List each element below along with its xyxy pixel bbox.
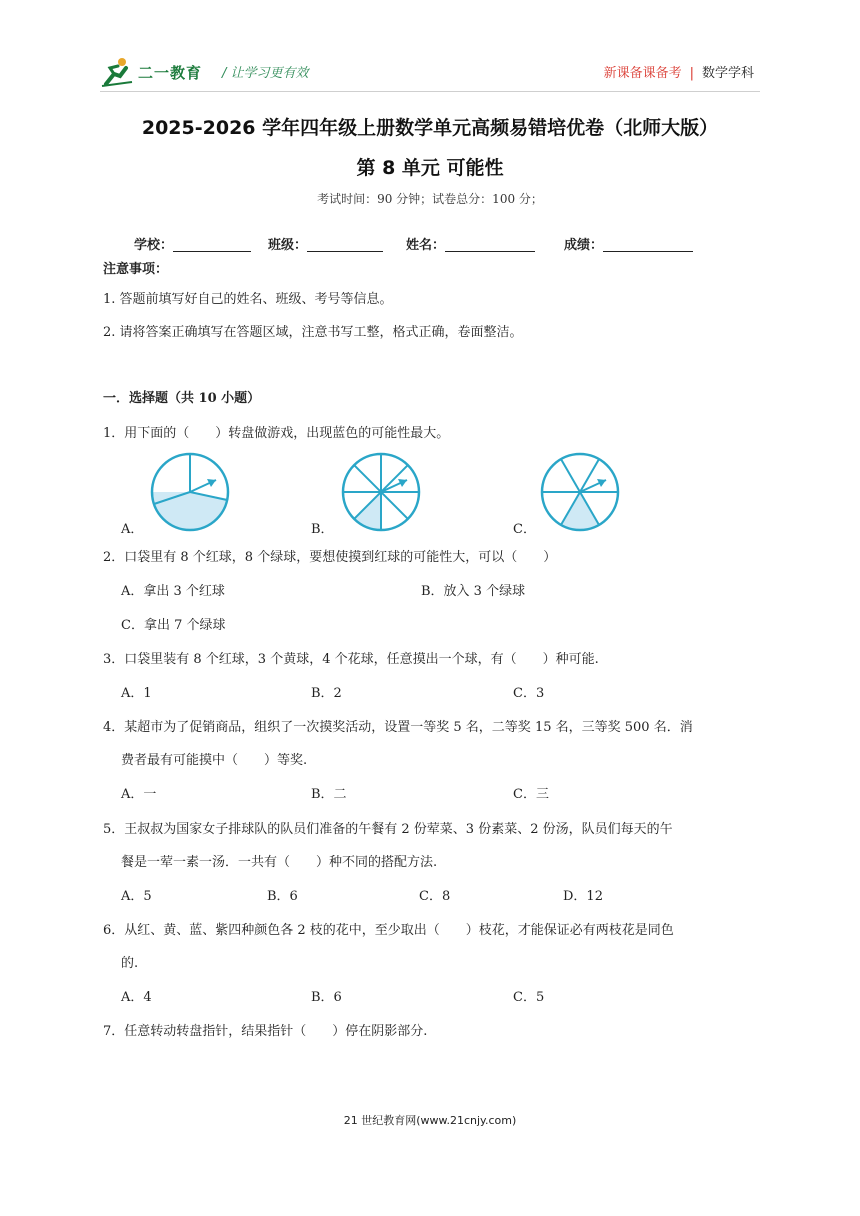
- question-1-stem: 1．用下面的（ ）转盘做游戏，出现蓝色的可能性最大。: [103, 426, 450, 441]
- logo-text: 二一教育: [138, 64, 203, 82]
- q5-option-b[interactable]: B．6: [267, 889, 298, 904]
- exam-info: 考试时间：90 分钟；试卷总分：100 分；: [317, 192, 543, 206]
- question-5-stem-line1: 5．王叔叔为国家女子排球队的队员们准备的午餐有 2 份荤菜、3 份素菜、2 份汤，队员们每天的午: [103, 822, 673, 837]
- page-footer: 21 世纪教育网(www.21cnjy.com): [343, 1114, 517, 1127]
- page-title: 2025-2026 学年四年级上册数学单元高频易错培优卷（北师大版）: [141, 117, 719, 139]
- runner-logo-icon: [100, 56, 134, 88]
- q4-option-a[interactable]: A．一: [121, 787, 157, 802]
- q6-option-a[interactable]: A．4: [121, 990, 152, 1005]
- q1-option-a[interactable]: A．: [121, 522, 144, 537]
- question-4-stem-line1: 4．某超市为了促销商品，组织了一次摸奖活动，设置一等奖 5 名，二等奖 15 名，三等奖 500 名．消: [103, 720, 693, 735]
- question-5-stem-line2: 餐是一荤一素一汤．一共有（ ）种不同的搭配方法.: [121, 855, 438, 870]
- question-6-stem-line2: 的.: [121, 956, 139, 971]
- q4-option-c[interactable]: C．三: [513, 787, 549, 802]
- name-field[interactable]: [406, 234, 535, 253]
- notice-item: 2. 请将答案正确填写在答题区域，注意书写工整，格式正确，卷面整洁。: [103, 325, 523, 340]
- name-blank[interactable]: [445, 237, 535, 252]
- question-7-stem: 7．任意转动转盘指针，结果指针（ ）停在阴影部分.: [103, 1024, 428, 1039]
- school-label: 学校：: [134, 238, 174, 253]
- class-blank[interactable]: [307, 237, 383, 252]
- q4-option-b[interactable]: B．二: [311, 787, 347, 802]
- school-blank[interactable]: [173, 237, 251, 252]
- q6-option-c[interactable]: C．5: [513, 990, 545, 1005]
- spinner-a-icon: [148, 450, 232, 534]
- question-3-stem: 3．口袋里装有 8 个红球，3 个黄球，4 个花球，任意摸出一个球，有（ ）种可能.: [103, 652, 599, 667]
- q2-option-a[interactable]: A．拿出 3 个红球: [121, 584, 225, 599]
- header-label: 新课备课备考: [603, 66, 682, 81]
- q5-option-c[interactable]: C．8: [419, 889, 451, 904]
- class-field[interactable]: [268, 234, 383, 253]
- class-label: 班级：: [268, 238, 308, 253]
- question-4-stem-line2: 费者最有可能摸中（ ）等奖.: [121, 753, 308, 768]
- header-right: [604, 62, 754, 81]
- q2-option-b[interactable]: B．放入 3 个绿球: [421, 584, 526, 599]
- score-blank[interactable]: [603, 237, 693, 252]
- slogan: / 让学习更有效: [222, 66, 309, 81]
- q5-option-a[interactable]: A．5: [121, 889, 152, 904]
- name-label: 姓名：: [406, 238, 446, 253]
- notice-title: 注意事项：: [103, 262, 169, 277]
- q6-option-b[interactable]: B．6: [311, 990, 342, 1005]
- question-2-stem: 2．口袋里有 8 个红球，8 个绿球，要想使摸到红球的可能性大，可以（ ）: [103, 550, 557, 565]
- spinner-b-icon: [339, 450, 423, 534]
- question-6-stem-line1: 6．从红、黄、蓝、紫四种颜色各 2 枝的花中，至少取出（ ）枝花，才能保证必有两枝花是同色: [103, 923, 674, 938]
- school-field[interactable]: [134, 234, 251, 253]
- score-label: 成绩：: [564, 238, 604, 253]
- q3-option-c[interactable]: C．3: [513, 686, 545, 701]
- page-header: [100, 56, 760, 88]
- header-divider: [100, 91, 760, 92]
- q3-option-b[interactable]: B．2: [311, 686, 342, 701]
- page-subtitle: 第 8 单元 可能性: [356, 157, 504, 179]
- spinner-c-icon: [538, 450, 622, 534]
- notice-item: 1. 答题前填写好自己的姓名、班级、考号等信息。: [103, 292, 393, 307]
- q5-option-d[interactable]: D．12: [563, 889, 603, 904]
- q3-option-a[interactable]: A．1: [121, 686, 152, 701]
- q2-option-c[interactable]: C．拿出 7 个绿球: [121, 618, 226, 633]
- header-separator: |: [689, 66, 694, 81]
- section-title: 一．选择题（共 10 小题）: [103, 391, 261, 406]
- score-field[interactable]: [564, 234, 693, 253]
- q1-option-b[interactable]: B．: [311, 522, 334, 537]
- header-subject: 数学学科: [701, 66, 754, 81]
- q1-option-c[interactable]: C．: [513, 522, 536, 537]
